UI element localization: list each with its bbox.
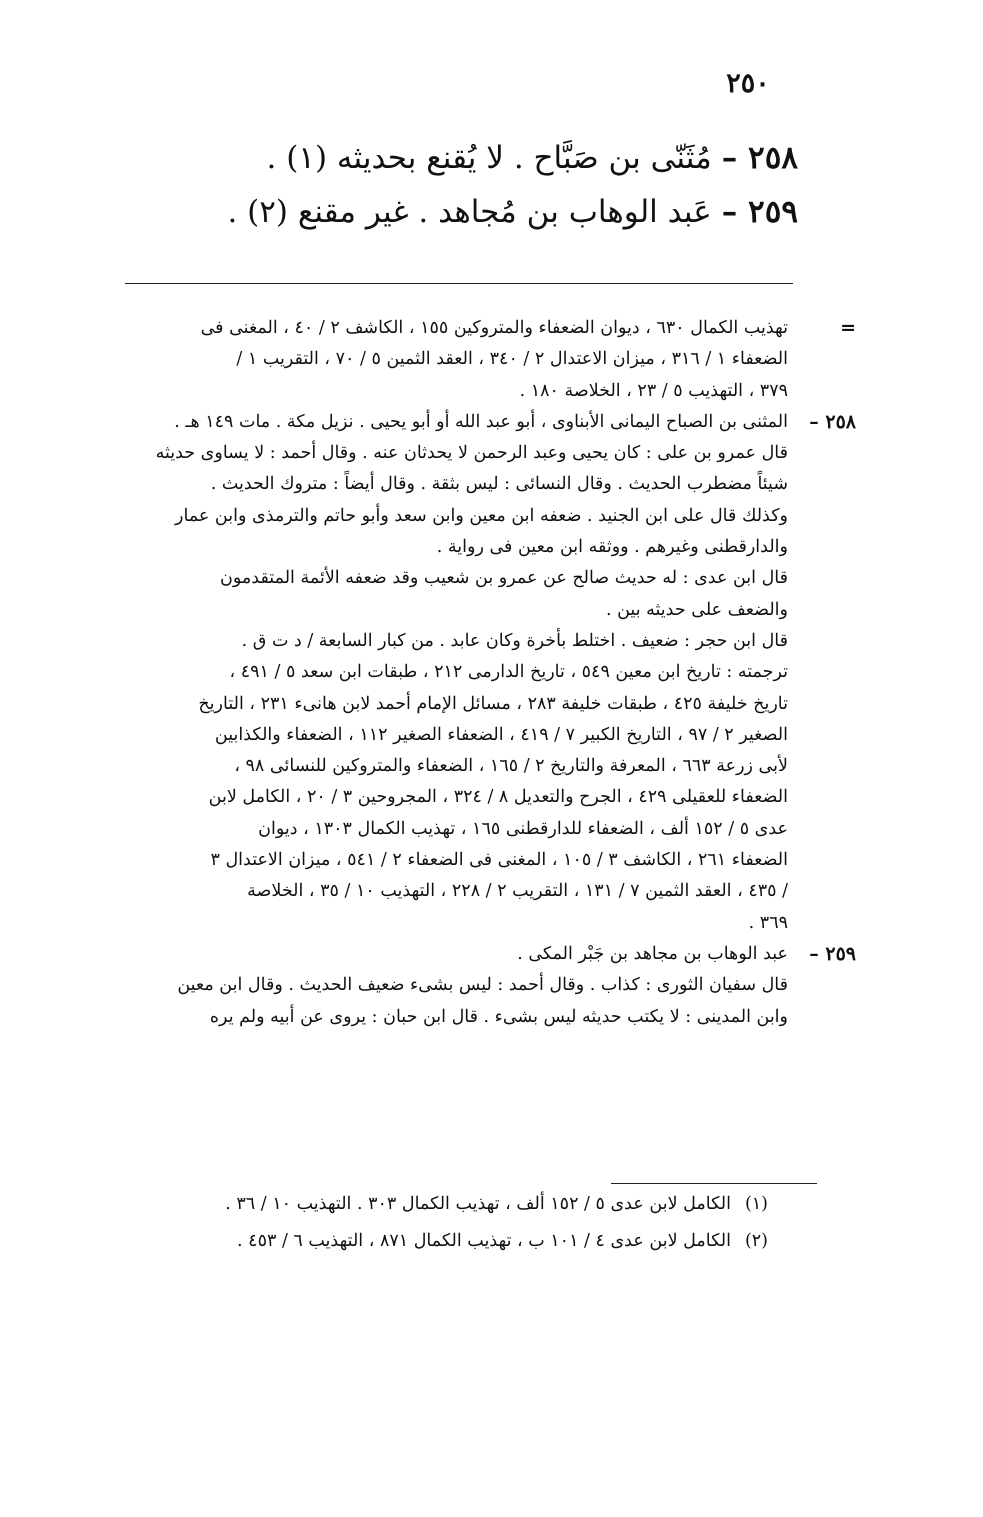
note-line: المثنى بن الصباح اليمانى الأبناوى ، أبو عبد الله أو أبو يحيى . نزيل مكة . مات ١٤٩ هـ . [174, 411, 788, 432]
footnotes-section [128, 1186, 768, 1260]
note-marker-259: ٢٥٩ – [809, 942, 856, 965]
notes-separator [125, 283, 793, 284]
footnote-1 [128, 1186, 768, 1223]
note-line: ٣٧٩ ، التهذيب ٥ / ٢٣ ، الخلاصة ١٨٠ . [519, 380, 788, 401]
note-line: ترجمته : تاريخ ابن معين ٥٤٩ ، تاريخ الدارمى ٢١٢ ، طبقات ابن سعد ٥ / ٤٩١ ، [229, 662, 788, 683]
footnote-text: الكامل لابن عدى ٥ / ١٥٢ ألف ، تهذيب الكمال ٣٠٣ . التهذيب ١٠ / ٣٦ . [225, 1194, 731, 1214]
footnote-number: (١) [744, 1194, 768, 1214]
entry-number: ٢٥٨ – [721, 140, 798, 176]
note-line: تاريخ خليفة ٤٢٥ ، طبقات خليفة ٢٨٣ ، مسائل الإمام أحمد لابن هانىء ٢٣١ ، التاريخ [198, 693, 788, 714]
note-line: ٣٦٩ . [748, 912, 788, 933]
continuation-marker: = [840, 317, 856, 339]
footnote-number: (٢) [744, 1231, 768, 1251]
note-line: قال ابن عدى : له حديث صالح عن عمرو بن شعيب وقد ضعفه الأئمة المتقدمون [220, 568, 788, 589]
entry-text: مُثَنّى بن صَبَّاح . لا يُقنع بحديثه (١) . [266, 140, 712, 176]
note-line: وابن المدينى : لا يكتب حديثه ليس بشىء . قال ابن حبان : يروى عن أبيه ولم يره [209, 1006, 788, 1027]
note-line: قال ابن حجر : ضعيف . اختلط بأخرة وكان عابد . من كبار السابعة / د ت ق . [241, 630, 788, 651]
note-line: الضعفاء للعقيلى ٤٢٩ ، الجرح والتعديل ٨ / ٣٢٤ ، المجروحين ٣ / ٢٠ ، الكامل لابن [208, 787, 788, 808]
note-259 [123, 939, 856, 1033]
note-line: والدارقطنى وغيرهم . ووثقه ابن معين فى رواية . [436, 537, 788, 558]
main-entry-258 [98, 138, 798, 178]
note-line: وكذلك قال على ابن الجنيد . ضعفه ابن معين وابن سعد وأبو حاتم والترمذى وابن عمار [175, 505, 788, 526]
footnote-text: الكامل لابن عدى ٤ / ١٠١ ب ، تهذيب الكمال ٨٧١ ، التهذيب ٦ / ٤٥٣ . [237, 1231, 731, 1251]
note-line: الضعفاء ١ / ٣١٦ ، ميزان الاعتدال ٢ / ٣٤٠ ، العقد الثمين ٥ / ٧٠ ، التقريب ١ / [236, 349, 788, 370]
note-line: تهذيب الكمال ٦٣٠ ، ديوان الضعفاء والمتروكين ١٥٥ ، الكاشف ٢ / ٤٠ ، المغنى فى [200, 318, 788, 338]
note-line: عدى ٥ / ١٥٢ ألف ، الضعفاء للدارقطنى ١٦٥ ، تهذيب الكمال ١٣٠٣ ، ديوان [258, 818, 788, 839]
note-line: الصغير ٢ / ٩٧ ، التاريخ الكبير ٧ / ٤١٩ ، الضعفاء الصغير ١١٢ ، الضعفاء والكذابين [214, 724, 788, 745]
notes-section [123, 313, 856, 1033]
footnote-2 [128, 1223, 768, 1260]
note-line: شيئاً مضطرب الحديث . وقال النسائى : ليس بثقة . وقال أيضاً : متروك الحديث . [210, 474, 788, 495]
note-line: قال عمرو بن على : كان يحيى وعبد الرحمن لا يحدثان عنه . وقال أحمد : لا يساوى حديثه [155, 443, 788, 464]
note-258 [123, 407, 856, 939]
note-line: عبد الوهاب بن مجاهد بن جَبْر المكى . [517, 943, 788, 964]
footnote-separator [611, 1183, 817, 1184]
note-line: لأبى زرعة ٦٦٣ ، المعرفة والتاريخ ٢ / ١٦٥ ، الضعفاء والمتروكين للنسائى ٩٨ ، [234, 756, 788, 777]
main-entry-259 [98, 192, 798, 232]
entry-number: ٢٥٩ – [721, 194, 798, 230]
page-number: ٢٥٠ [726, 68, 770, 99]
note-marker-258: ٢٥٨ – [809, 410, 856, 433]
entry-text: عَبد الوهاب بن مُجاهد . غير مقنع (٢) . [227, 194, 712, 230]
note-line: / ٤٣٥ ، العقد الثمين ٧ / ١٣١ ، التقريب ٢ / ٢٢٨ ، التهذيب ١٠ / ٣٥ ، الخلاصة [247, 881, 788, 902]
note-line: الضعفاء ٢٦١ ، الكاشف ٣ / ١٠٥ ، المغنى فى الضعفاء ٢ / ٥٤١ ، ميزان الاعتدال ٣ [210, 850, 788, 871]
note-line: قال سفيان الثورى : كذاب . وقال أحمد : ليس بشىء ضعيف الحديث . وقال ابن معين [177, 975, 788, 996]
note-continuation [123, 313, 856, 407]
note-line: والضعف على حديثه بين . [605, 599, 788, 620]
